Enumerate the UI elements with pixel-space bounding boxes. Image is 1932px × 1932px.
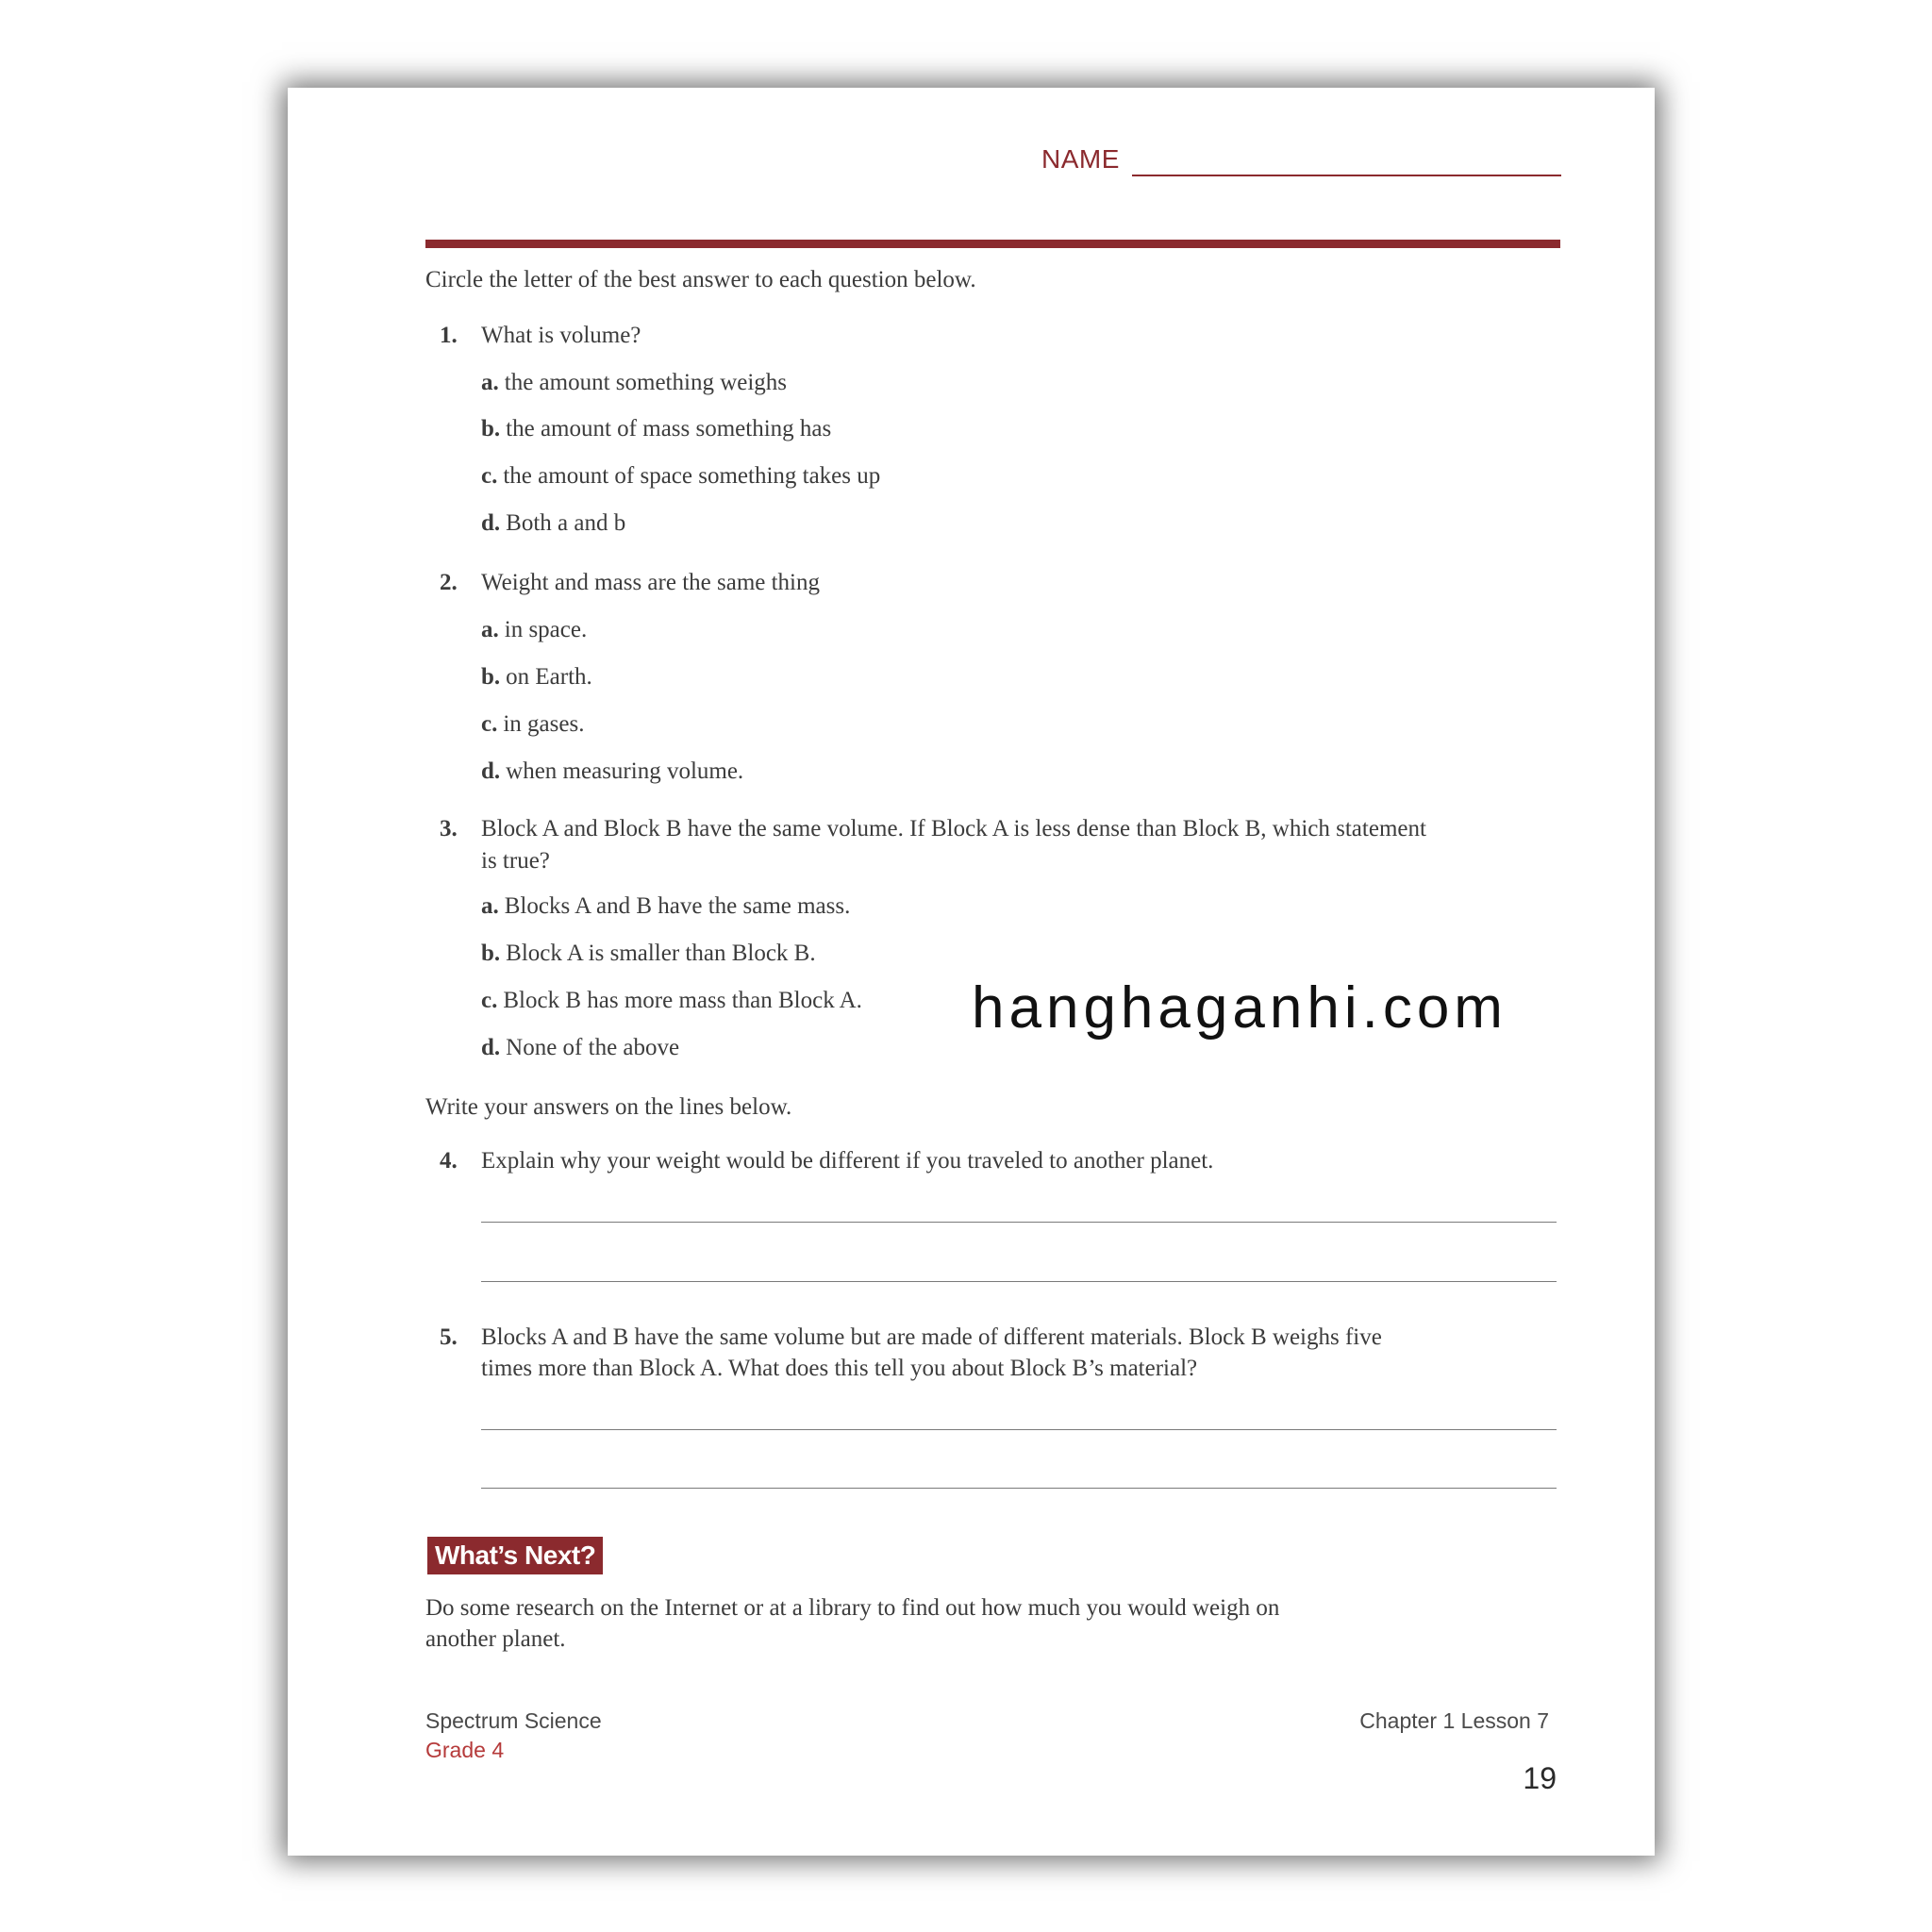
answer-option[interactable]	[481, 1032, 679, 1064]
question-number: 1.	[440, 323, 458, 348]
option-letter: c.	[481, 988, 498, 1013]
question-number: 3.	[440, 816, 458, 841]
worksheet-page	[288, 88, 1655, 1856]
question-text-line1: Block A and Block B have the same volume. If Block A is less dense than Block B, which statement	[481, 816, 1426, 841]
whats-next-text-line2: another planet.	[425, 1626, 566, 1652]
whats-next-text-line1: Do some research on the Internet or at a library to find out how much you would weigh on	[425, 1595, 1280, 1621]
whats-next-heading: What’s Next?	[427, 1537, 603, 1574]
answer-option[interactable]	[481, 661, 592, 693]
option-text: Both a and b	[506, 510, 626, 536]
name-answer-line[interactable]	[1132, 175, 1561, 176]
answer-option[interactable]	[481, 508, 625, 540]
option-letter: a.	[481, 893, 499, 919]
question-text: Explain why your weight would be different if you traveled to another planet.	[481, 1148, 1214, 1174]
option-text: in space.	[504, 617, 588, 642]
question-text-line1: Blocks A and B have the same volume but are made of different materials. Block B weighs five	[481, 1324, 1382, 1350]
question-text-line2: is true?	[481, 848, 550, 874]
answer-line[interactable]	[481, 1222, 1557, 1223]
option-letter: b.	[481, 664, 501, 690]
answer-line[interactable]	[481, 1429, 1557, 1430]
option-letter: c.	[481, 711, 498, 737]
option-letter: d.	[481, 758, 501, 784]
option-text: Block B has more mass than Block A.	[503, 988, 862, 1013]
option-text: the amount of space something takes up	[503, 463, 881, 489]
answer-option[interactable]	[481, 985, 862, 1017]
option-text: when measuring volume.	[506, 758, 744, 784]
option-letter: c.	[481, 463, 498, 489]
option-text: Blocks A and B have the same mass.	[504, 893, 851, 919]
option-text: on Earth.	[506, 664, 592, 690]
option-letter: b.	[481, 416, 501, 441]
option-text: the amount something weighs	[504, 370, 788, 395]
answer-option[interactable]	[481, 367, 787, 399]
footer-grade: Grade 4	[425, 1738, 505, 1762]
answer-option[interactable]	[481, 614, 587, 646]
header-divider	[425, 240, 1560, 248]
answer-option[interactable]	[481, 891, 850, 923]
question-number: 5.	[440, 1324, 458, 1350]
option-letter: d.	[481, 510, 501, 536]
question-text-line2: times more than Block A. What does this tell you about Block B’s material?	[481, 1356, 1198, 1381]
question-text: Weight and mass are the same thing	[481, 570, 820, 595]
question-text: What is volume?	[481, 323, 641, 348]
footer-chapter: Chapter 1 Lesson 7	[1359, 1708, 1549, 1733]
answer-line[interactable]	[481, 1488, 1557, 1489]
question-number: 2.	[440, 570, 458, 595]
name-label: NAME	[1041, 144, 1120, 174]
question-number: 4.	[440, 1148, 458, 1174]
option-text: the amount of mass something has	[506, 416, 832, 441]
answer-option[interactable]	[481, 756, 743, 788]
mc-instructions: Circle the letter of the best answer to each question below.	[425, 267, 976, 292]
option-text: in gases.	[503, 711, 585, 737]
answer-option[interactable]	[481, 413, 831, 445]
watermark-text: hanghaganhi.com	[972, 975, 1507, 1041]
page-number: 19	[1523, 1761, 1557, 1795]
answer-option[interactable]	[481, 708, 584, 741]
option-letter: d.	[481, 1035, 501, 1060]
option-text: None of the above	[506, 1035, 680, 1060]
option-letter: a.	[481, 617, 499, 642]
written-instructions: Write your answers on the lines below.	[425, 1094, 792, 1120]
footer-book-title: Spectrum Science	[425, 1708, 602, 1733]
answer-line[interactable]	[481, 1281, 1557, 1282]
answer-option[interactable]	[481, 938, 816, 970]
option-text: Block A is smaller than Block B.	[506, 941, 816, 966]
answer-option[interactable]	[481, 460, 880, 492]
option-letter: b.	[481, 941, 501, 966]
option-letter: a.	[481, 370, 499, 395]
